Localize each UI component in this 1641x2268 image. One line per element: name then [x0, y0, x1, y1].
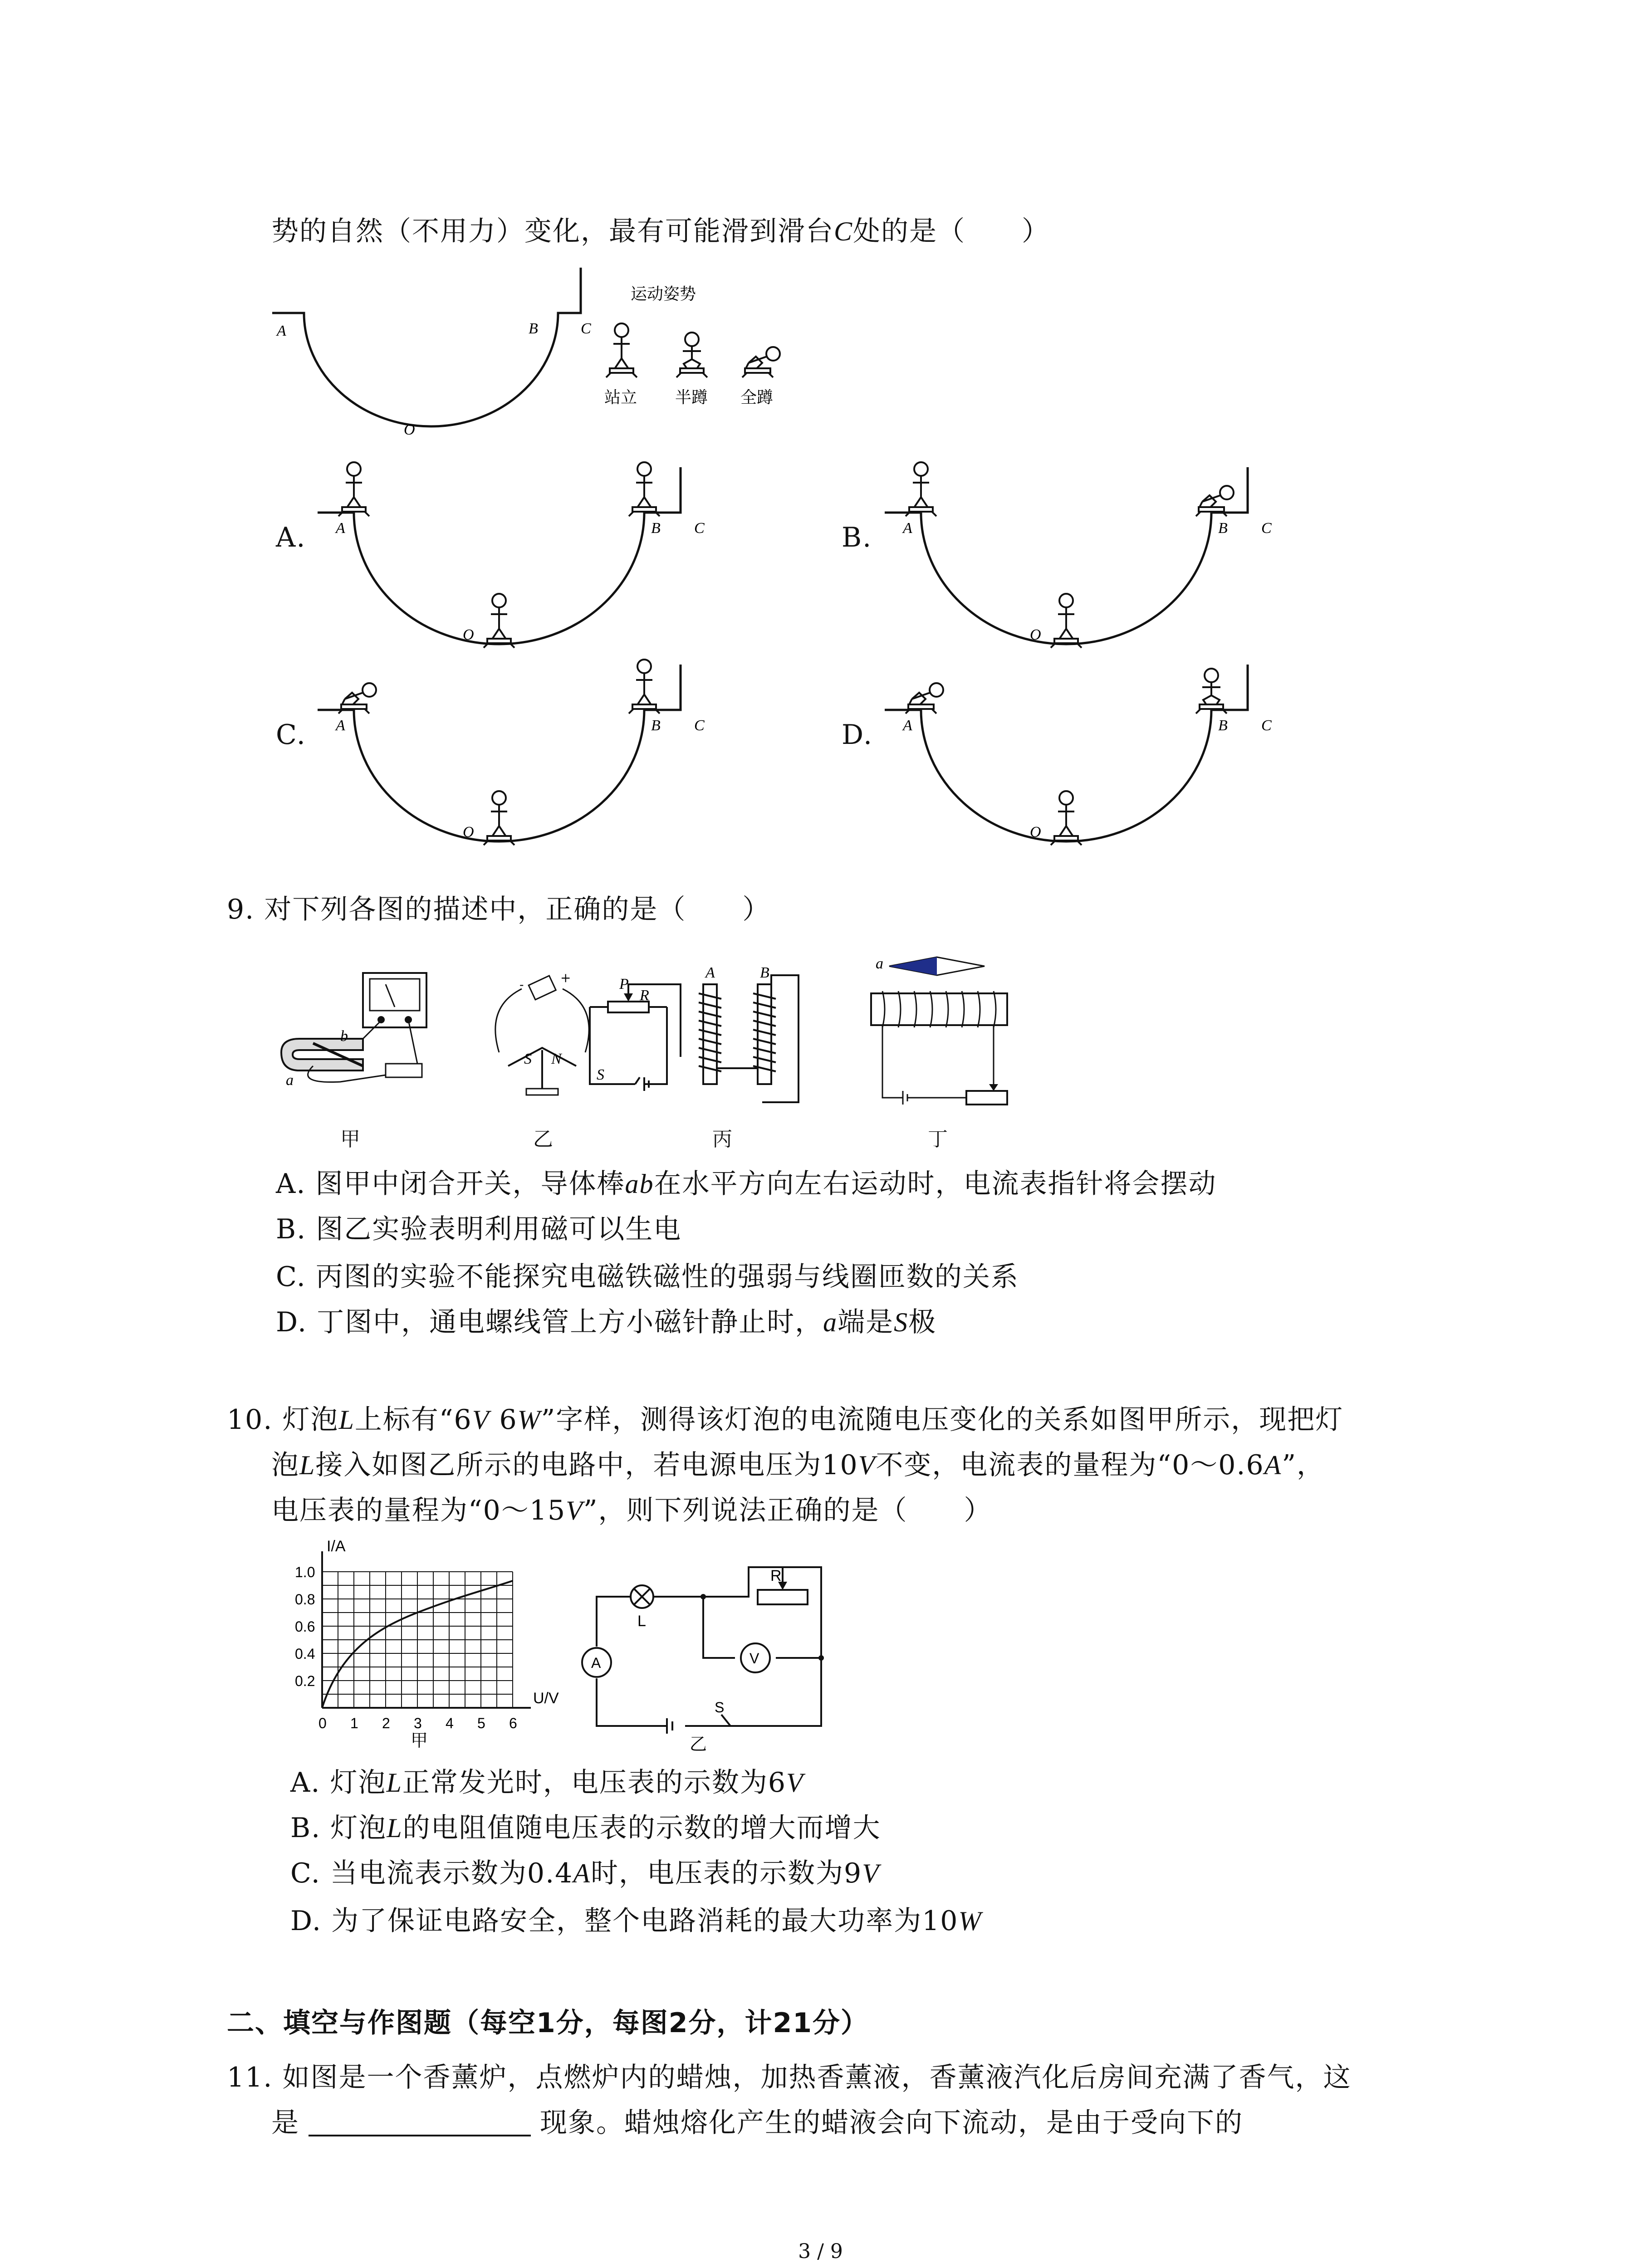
svg-text:0: 0: [318, 1715, 327, 1731]
svg-text:B: B: [760, 964, 769, 981]
solenoid: [871, 993, 1007, 1025]
svg-text:-: -: [519, 977, 524, 992]
svg-text:C: C: [694, 717, 705, 734]
svg-text:1.0: 1.0: [295, 1564, 315, 1580]
q9-fig-ding: [862, 948, 1025, 1120]
svg-text:O: O: [463, 824, 474, 841]
svg-text:A: A: [336, 520, 345, 537]
section2-heading: 二、填空与作图题（每空1分，每图2分，计21分）: [227, 2007, 869, 2039]
svg-text:0.2: 0.2: [295, 1673, 315, 1689]
svg-text:S: S: [524, 1051, 532, 1067]
pose-label-stand: 站立: [604, 388, 637, 407]
svg-text:0.4: 0.4: [295, 1646, 315, 1662]
q9-option-D[interactable]: D. 丁图中，通电螺线管上方小磁针静止时，a端是S极: [276, 1306, 937, 1338]
svg-text:C: C: [694, 520, 705, 537]
svg-text:3: 3: [414, 1715, 422, 1731]
q9-caption-jia: 甲: [340, 1128, 361, 1151]
svg-text:A: A: [591, 1655, 601, 1671]
q10-graph-jia: [277, 1538, 585, 1755]
svg-text:C: C: [1261, 520, 1272, 537]
q10-stem-line1: 10. 灯泡L上标有“6V 6W”字样，测得该灯泡的电流随电压变化的关系如图甲所示，现把灯: [227, 1404, 1344, 1436]
svg-text:b: b: [340, 1028, 348, 1045]
svg-text:A: A: [705, 964, 715, 981]
svg-text:甲: 甲: [411, 1730, 428, 1750]
svg-text:A: A: [336, 717, 345, 734]
svg-text:1: 1: [350, 1715, 358, 1731]
svg-text:B: B: [651, 520, 661, 537]
pose-fullsquat-icon: [742, 347, 780, 377]
svg-text:S: S: [715, 1699, 725, 1716]
u-magnet: [281, 1039, 363, 1070]
q11-line1: 11. 如图是一个香薰炉，点燃炉内的蜡烛，加热香薰液，香薰液汽化后房间充满了香气，这: [227, 2062, 1352, 2093]
label-A: A: [277, 323, 286, 339]
q8-option-A-figure: [318, 513, 705, 658]
q11-line2: 是 现象。蜡烛熔化产生的蜡液会向下流动，是由于受向下的: [271, 2107, 1243, 2139]
svg-text:C: C: [1261, 717, 1272, 734]
svg-text:6: 6: [509, 1715, 517, 1731]
q10-option-A[interactable]: A. 灯泡L正常发光时，电压表的示数为6V: [290, 1767, 804, 1799]
rheostat-icon: [758, 1590, 808, 1604]
q9-caption-ding: 丁: [928, 1128, 949, 1151]
label-B: B: [529, 320, 538, 337]
pose-label-halfsquat: 半蹲: [675, 388, 708, 407]
svg-text:V: V: [749, 1650, 759, 1667]
q9-stem: 9. 对下列各图的描述中，正确的是（ ）: [227, 894, 771, 925]
q10-circuit-yi: [576, 1542, 839, 1754]
q9-option-C[interactable]: C. 丙图的实验不能探究电磁铁磁性的强弱与线圈匝数的关系: [276, 1261, 1019, 1293]
page-number: 3 / 9: [798, 2240, 843, 2263]
svg-text:L: L: [637, 1613, 646, 1630]
q11-blank-input[interactable]: [309, 2109, 531, 2136]
svg-text:2: 2: [382, 1715, 390, 1731]
q10-stem-line2: 泡L接入如图乙所示的电路中，若电源电压为10V不变，电流表的量程为“0～0.6A”，: [271, 1449, 1325, 1481]
svg-text:a: a: [286, 1072, 294, 1089]
svg-text:0.6: 0.6: [295, 1618, 315, 1635]
svg-text:B: B: [1218, 520, 1228, 537]
q8-option-B-letter[interactable]: B.: [842, 522, 872, 553]
q8-option-C-letter[interactable]: C.: [276, 719, 306, 751]
svg-text:+: +: [560, 970, 571, 985]
q8-continuation: 势的自然（不用力）变化，最有可能滑到滑台C处的是（ ）: [271, 215, 1050, 247]
svg-text:S: S: [597, 1066, 604, 1083]
svg-text:I/A: I/A: [327, 1538, 346, 1555]
q9-fig-jia: [272, 966, 463, 1102]
q10-option-C[interactable]: C. 当电流表示数为0.4A时，电压表的示数为9V: [290, 1857, 880, 1889]
svg-text:O: O: [463, 626, 474, 643]
label-O: O: [404, 421, 415, 438]
q9-fig-bing: [581, 966, 835, 1111]
legend-title: 运动姿势: [631, 285, 696, 303]
svg-text:a: a: [876, 955, 883, 972]
svg-text:4: 4: [446, 1715, 454, 1731]
svg-text:B: B: [1218, 717, 1228, 734]
svg-text:R: R: [770, 1567, 782, 1584]
q8-option-D-letter[interactable]: D.: [842, 719, 873, 751]
pose-label-fullsquat: 全蹲: [740, 388, 774, 407]
q9-caption-yi: 乙: [533, 1128, 554, 1151]
q9-caption-bing: 丙: [712, 1128, 733, 1151]
svg-text:5: 5: [477, 1715, 485, 1731]
q8-option-D-figure: [885, 710, 1272, 855]
q9-option-A[interactable]: A. 图甲中闭合开关，导体棒ab在水平方向左右运动时，电流表指针将会摆动: [276, 1168, 1217, 1200]
q9-option-B[interactable]: B. 图乙实验表明利用磁可以生电: [276, 1213, 682, 1245]
q10-option-D[interactable]: D. 为了保证电路安全，整个电路消耗的最大功率为10W: [290, 1905, 982, 1937]
pose-stand-icon: [606, 323, 637, 377]
svg-text:O: O: [1030, 626, 1041, 643]
track-curve: [272, 268, 581, 426]
svg-text:R: R: [640, 987, 649, 1004]
label-C: C: [581, 320, 591, 337]
switch: [386, 1064, 422, 1077]
q8-option-C-figure: [318, 710, 705, 855]
q10-option-B[interactable]: B. 灯泡L的电阻值随电压表的示数的增大而增大: [290, 1812, 881, 1844]
svg-text:A: A: [903, 520, 912, 537]
q8-option-A-letter[interactable]: A.: [276, 522, 306, 553]
q8-option-B-figure: [885, 513, 1272, 658]
svg-text:0.8: 0.8: [295, 1591, 315, 1608]
svg-text:U/V: U/V: [533, 1690, 559, 1707]
svg-text:P: P: [619, 976, 629, 992]
svg-text:O: O: [1030, 824, 1041, 841]
pose-halfsquat-icon: [676, 332, 707, 377]
q8-main-figure: [268, 259, 789, 449]
svg-text:A: A: [903, 717, 912, 734]
svg-text:乙: 乙: [690, 1734, 707, 1754]
svg-text:N: N: [551, 1051, 562, 1067]
q10-stem-line3: 电压表的量程为“0～15V”，则下列说法正确的是（ ）: [271, 1495, 992, 1526]
svg-text:B: B: [651, 717, 661, 734]
